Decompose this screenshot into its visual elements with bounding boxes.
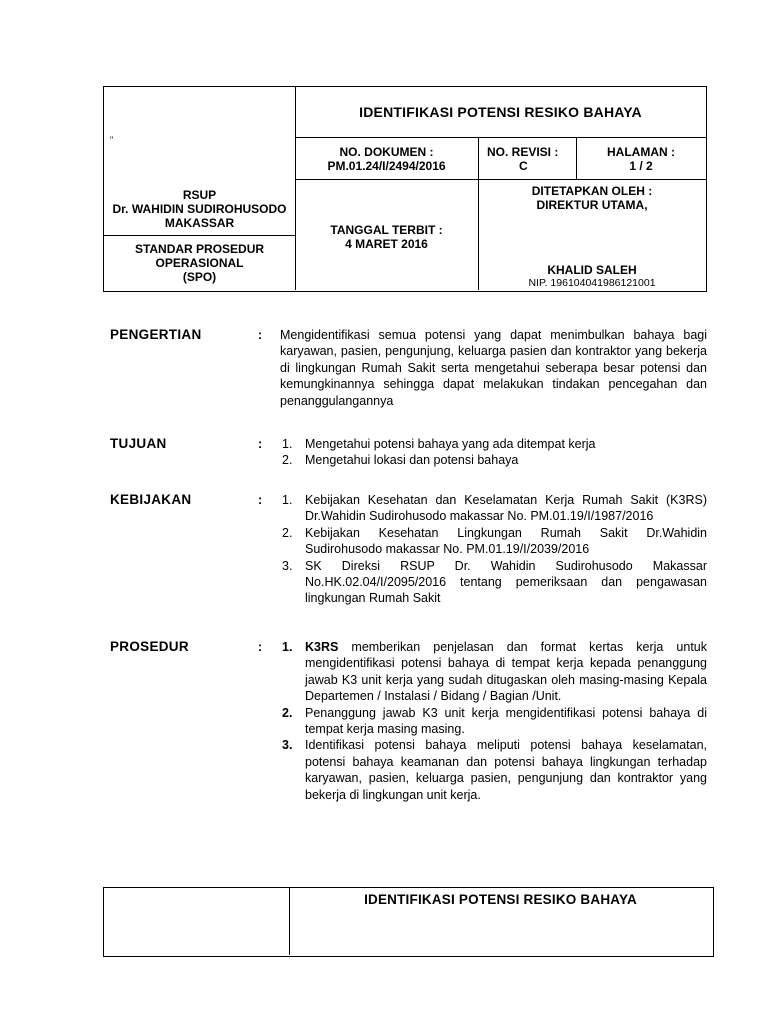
section-label: PENGERTIAN <box>110 327 202 342</box>
revision-label: NO. REVISI : <box>487 145 559 159</box>
document-number-label: NO. DOKUMEN : <box>339 145 434 159</box>
section-label: PROSEDUR <box>110 639 189 654</box>
revision <box>487 145 576 173</box>
issue-date-value: 4 MARET 2016 <box>345 237 428 251</box>
list-number: 2. <box>282 525 293 540</box>
hospital-line: MAKASSAR <box>164 216 235 230</box>
document-number-value: PM.01.24/I/2494/2016 <box>327 159 446 173</box>
list-bold-lead: K3RS <box>305 640 339 654</box>
list-text: Penanggung jawab K3 unit kerja mengidentifikasi potensi bahaya di tempat kerja masing masing. <box>305 705 707 737</box>
list-item <box>280 737 707 803</box>
list-number: 2. <box>282 705 293 720</box>
list-number: 3. <box>282 558 293 573</box>
hospital-name <box>104 188 295 230</box>
approved-by-role: DIREKTUR UTAMA, <box>536 198 648 212</box>
header-mark: " <box>110 135 114 145</box>
list-item <box>280 492 707 525</box>
document-header-table <box>103 86 707 292</box>
list-text: Kebijakan Kesehatan dan Keselamatan Kerja Rumah Sakit (K3RS) Dr.Wahidin Sudirohusodo makassar No. PM.01.19/I/1987/2016 <box>305 493 707 524</box>
next-page-title: IDENTIFIKASI POTENSI RESIKO BAHAYA <box>364 892 637 907</box>
section-text: Mengidentifikasi semua potensi yang dapat menimbulkan bahaya bagi karyawan, pasien, pengunjung, keluarga pasien dan kontraktor yang bekerja di lingkungan Rumah Sakit serta mengetahui seberapa besar potensi dan kemungkinannya sehingga dapat melakukan tindakan pencegahan dan penanggulangannya <box>280 328 707 408</box>
spo-line: OPERASIONAL <box>155 256 244 270</box>
section-colon: : <box>258 437 263 451</box>
section-label: KEBIJAKAN <box>110 492 192 507</box>
section-label: TUJUAN <box>110 436 167 451</box>
section-colon: : <box>258 328 263 342</box>
list-item <box>280 558 707 607</box>
signer-nip: NIP. 196104041986121001 <box>528 277 656 289</box>
document-title: IDENTIFIKASI POTENSI RESIKO BAHAYA <box>359 104 642 120</box>
issue-date-label: TANGGAL TERBIT : <box>330 223 443 237</box>
hospital-line: RSUP <box>182 188 217 202</box>
spo-line: (SPO) <box>182 270 217 284</box>
list-number: 1. <box>282 437 293 451</box>
approval-block <box>478 184 706 212</box>
approved-by-label: DITETAPKAN OLEH : <box>531 184 653 198</box>
revision-value: C <box>519 159 528 173</box>
list-number: 2. <box>282 453 293 468</box>
header-divider-title <box>295 137 706 138</box>
page-number-label: HALAMAN : <box>607 145 675 159</box>
list-number: 3. <box>282 738 293 753</box>
issue-date <box>295 223 478 251</box>
list-number: 1. <box>282 493 293 507</box>
list-text: Mengetahui lokasi dan potensi bahaya <box>305 453 519 468</box>
section-colon: : <box>258 493 263 507</box>
list-text: Mengetahui potensi bahaya yang ada ditempat kerja <box>305 437 596 451</box>
header-divider-left <box>104 235 295 236</box>
header-divider-meta <box>295 179 706 180</box>
page-number-value: 1 / 2 <box>629 159 653 173</box>
document-number <box>295 145 478 173</box>
list-item <box>280 436 707 452</box>
section-colon: : <box>258 640 263 654</box>
page-number <box>576 145 706 173</box>
ordered-list <box>280 492 707 607</box>
list-text: Identifikasi potensi bahaya meliputi potensi bahaya keselamatan, potensi bahaya keamanan dan potensi bahaya lingkungan terhadap karyawan, pasien, keluarga pasien, pengunjung dan kontraktor yang bekerja di lingkungan unit kerja. <box>305 738 707 802</box>
spo-line: STANDAR PROSEDUR <box>134 242 265 256</box>
list-text: SK Direksi RSUP Dr. Wahidin Sudirohusodo Makassar No.HK.02.04/I/2095/2016 tentang pemeriksaan dan pengawasan lingkungan Rumah Sakit <box>305 558 707 606</box>
list-text: memberikan penjelasan dan format kertas kerja untuk mengidentifikasi potensi bahaya di tempat kerja kepada penanggung jawab K3 unit kerja yang sudah ditugaskan oleh masing-masing Kepala Departemen / Instalasi / Bidang / Bagian /Unit. <box>305 640 707 704</box>
next-page-header-table <box>103 887 714 957</box>
list-item <box>280 705 707 738</box>
list-number: 1. <box>282 640 293 654</box>
list-text: Kebijakan Kesehatan Lingkungan Rumah Sakit Dr.Wahidin Sudirohusodo makassar No. PM.01.19/I/2039/2016 <box>305 525 707 557</box>
list-item <box>280 639 707 705</box>
list-item <box>280 452 707 468</box>
signer-name: KHALID SALEH <box>547 263 637 277</box>
ordered-list <box>280 639 707 803</box>
spo-label <box>104 242 295 284</box>
list-item <box>280 525 707 558</box>
hospital-line: Dr. WAHIDIN SUDIROHUSODO <box>112 202 287 216</box>
ordered-list <box>280 436 707 469</box>
